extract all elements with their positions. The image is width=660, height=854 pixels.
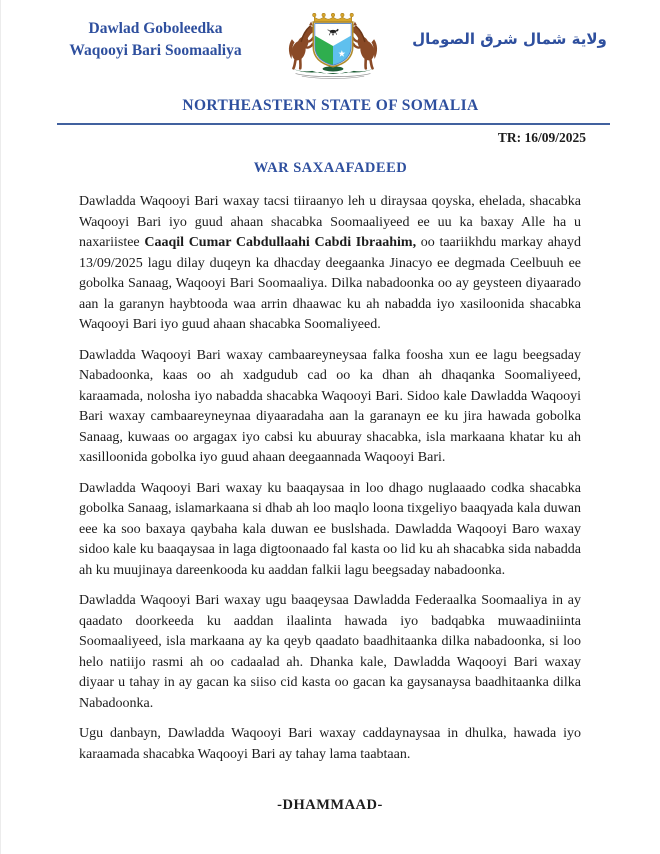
document-heading: WAR SAXAAFADEED [253, 160, 408, 176]
paragraph-2: Dawladda Waqooyi Bari waxay cambaareyneysaa falka foosha xun ee lagu beegsaday Nabadoonka, kaas oo ah xadgudub cad oo ka dhan ah dhaqanka Soomaliyeed, karaamada, nolosha iyo nabadda shacabka Waqooyi Bari. Sidoo kale Dawladda Waqooyi Bari waxay cambaareyneynaa diyaaradaha aan la garanayn ee ku jira hawada gobolka Sanaag, kuwaas oo argagax iyo cabsi ku abuuray shacabka, isla markaana khatar ku ah xasilloonida gobolka iyo guud ahaan deegaannada Waqooyi Bari. [79, 347, 581, 465]
deceased-name-bold: Caaqil Cumar Cabdullaahi Cabdi Ibraahim, [144, 235, 417, 250]
org-name-somali-line1: Dawlad Goboleedka [88, 20, 223, 37]
paragraph-1-post: oo taariikhdu markay ahayd 13/09/2025 lagu dilay duqeyn ka dhacday deegaanka Jinacyo ee degmada Ceelbuuh ee gobolka Sanaag, Waqooyi Bari Soomaaliya. Dilka nabadoonka oo ay geysteen diyaarado aan la garanyn haybtooda waa arrin dhaawac ku ah nabadda iyo xasiloonida shacabka Waqooyi Bari iyo guud ahaan shacabka Soomaliyeed. [79, 235, 582, 332]
paragraph-1 [79, 192, 581, 336]
paragraph-1-pre: Dawladda Waqooyi Bari waxay tacsi tiiraanyo leh u diraysaa qoyska, ehelada, shacabka Waqooyi Bari iyo guud ahaan shacabka Soomaaliyeed ee uu ka baxay Alle ha u naxariistee [79, 194, 581, 250]
org-name-somali-line2: Waqooyi Bari Soomaaliya [69, 42, 242, 59]
reference-number: TR: 16/09/2025 [497, 130, 586, 145]
state-title-english: NORTHEASTERN STATE OF SOMALIA [182, 97, 479, 114]
header-divider [57, 123, 610, 125]
end-mark: -DHAMMAAD- [277, 797, 383, 813]
coat-of-arms-icon [281, 8, 385, 86]
shield-icon [312, 22, 354, 70]
paragraph-3: Dawladda Waqooyi Bari waxay ku baaqaysaa in loo dhago nuglaaado codka shacabka gobolka Sanaag, islamarkaana si dhab ah loo maqlo loona tixgeliyo baaqyada kala duwan eee ka soo baxaya qaybaha kala duwan ee buslshada. Dawladda Waqooyi Baro waxay sidoo kale ku baaqaysaa in laga digtoonaado fal kasta oo lid ku ah shacabka sida nabadda ah ku muujinaya dareenkooda ku aaddan falkii lagu beegsaday nabadoonka. [79, 480, 581, 578]
press-release-body [79, 192, 581, 816]
laurel-base-icon [291, 66, 374, 78]
letterhead [1, 0, 660, 91]
org-name-arabic: ولاية شمال شرق الصومال [412, 30, 607, 48]
org-name-somali [53, 6, 258, 62]
paragraph-5: Ugu danbayn, Dawladda Waqooyi Bari waxay caddaynaysaa in dhulka, hawada iyo karaamada shacabka Waqooyi Bari ay tahay lama taabtaan. [79, 726, 581, 762]
paragraph-4: Dawladda Waqooyi Bari waxay ugu baaqeysaa Dawladda Federaalka Soomaaliya in ay qaadato doorkeeda ku aaddan ilaalinta hawada iyo badqabka muwaadiniinta Soomaaliyeed, isla markaana ay ka qeyb qaadato baadhitaanka dilka nabadoonka, si loo helo natiijo rasmi ah oo cadaalad ah. Dhanka kale, Dawladda Waqooyi Bari waxay diyaar u tahay in ay gacan ka siiso cid kasta oo gacan ka gaysanaysa baadhitaanka dilka Nabadoonka. [79, 593, 581, 711]
state-emblem [278, 6, 388, 91]
